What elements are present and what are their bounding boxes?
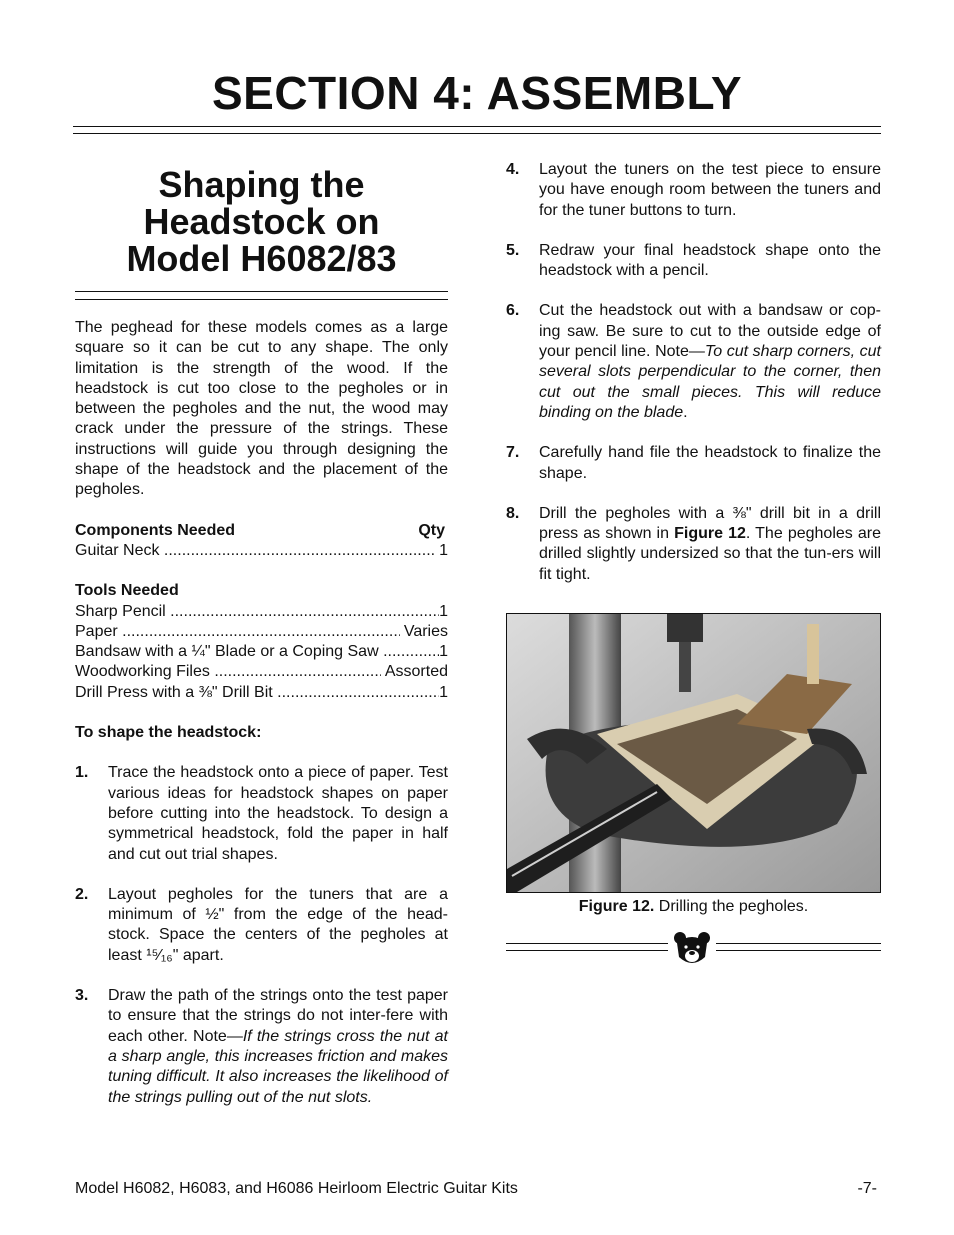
tools-header: Tools Needed <box>75 582 179 600</box>
list-item: Drill Press with a ⅜" Drill Bit ..... 1 <box>75 683 448 703</box>
tools-list <box>75 581 448 703</box>
section-title: SECTION 4: ASSEMBLY <box>211 67 743 119</box>
components-header: Components Needed Qty <box>75 521 445 539</box>
step-8: 8. Drill the pegholes with a ⅜" drill bit in a drill press as shown in Figure 12. The pegholes are drilled slightly undersized so that the tun-ers will fit tight. <box>506 504 881 583</box>
drill-bit <box>679 642 691 692</box>
divider-left-top <box>506 943 668 944</box>
drill-press-illustration <box>507 614 880 892</box>
divider-left-bottom <box>506 950 668 951</box>
figure-12-photo <box>506 613 881 893</box>
step-2: 2. Layout pegholes for the tuners that are a minimum of ½" from the edge of the head-stock. Space the centers of the pegholes at least ¹⁵⁄₁₆" apart. <box>75 885 448 964</box>
step-1: 1. Trace the headstock onto a piece of paper. Test various ideas for headstock shapes on paper before cutting into the headstock. To design a symmetrical headstock, fold the paper in half and cut out trial shapes. <box>75 764 448 863</box>
step-7: 7. Carefully hand file the headstock to finalize the shape. <box>506 444 881 482</box>
components-list <box>75 521 448 562</box>
list-item: Guitar Neck ..... 1 <box>75 541 448 561</box>
title-rule-bottom <box>73 133 881 134</box>
procedure-header: To shape the headstock: <box>75 724 262 742</box>
step-5: 5. Redraw your final headstock shape onto the headstock with a pencil. <box>506 241 881 280</box>
subsection-heading: Shaping the Headstock on Model H6082/83 <box>126 164 397 279</box>
list-item: Bandsaw with a ¼" Blade or a Coping Saw ..... 1 <box>75 642 448 662</box>
step-4: 4. Layout the tuners on the test piece to ensure you have enough room between the tuners and for the tuner buttons to turn. <box>506 161 881 219</box>
list-item: Paper ..... Varies <box>75 622 448 642</box>
right-column <box>506 160 881 585</box>
intro-paragraph: The peghead for these models comes as a large square so it can be cut to any shape. The only limitation is the strength of the wood. If the headstock is cut too close to the pegholes or in between the pegholes and the nut, the wood may crack under the pressure of the strings. These instructions will guide you through designing the shape of the headstock and the placement of the pegholes. <box>75 319 448 499</box>
footer-model-text: Model H6082, H6083, and H6086 Heirloom Electric Guitar Kits <box>75 1180 518 1197</box>
list-item: Sharp Pencil ..... 1 <box>75 602 448 622</box>
step-6: 6. Cut the headstock out with a bandsaw or cop-ing saw. Be sure to cut to the outside edge of your pencil line. Note—To cut sharp corners, cut several slots perpendicular to the corner, then cut out the small pieces. This will reduce binding on the blade. <box>506 302 881 421</box>
divider-right-top <box>716 943 881 944</box>
heading-rule-bottom <box>75 299 448 300</box>
divider-right-bottom <box>716 950 881 951</box>
pencil-clamp <box>807 624 819 684</box>
bear-logo-icon <box>672 929 712 969</box>
heading-rule-top <box>75 291 448 292</box>
left-column <box>75 160 448 1108</box>
step-3: 3. Draw the path of the strings onto the test paper to ensure that the strings do not inter-fere with each other. Note—If the strings cross the nut at a sharp angle, this increases friction and makes tuning difficult. It also increases the likelihood of the strings pulling out of the nut slots. <box>75 987 448 1106</box>
list-item: Woodworking Files ..... Assorted <box>75 662 448 682</box>
title-rule-top <box>73 126 881 127</box>
chuck <box>667 614 703 642</box>
page-number: -7- <box>857 1180 877 1197</box>
figure-caption: Figure 12. Drilling the pegholes. <box>578 898 809 915</box>
